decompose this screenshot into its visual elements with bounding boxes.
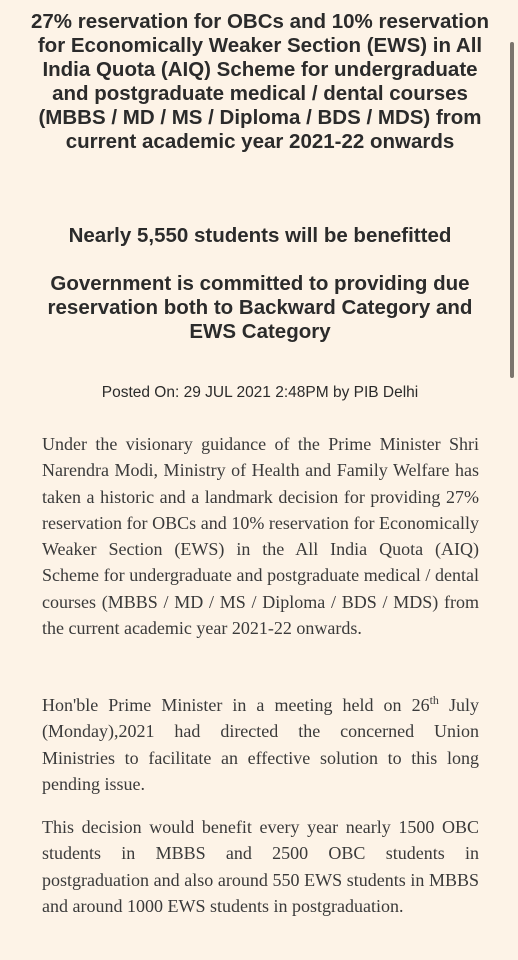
paragraph-meeting: [42, 692, 479, 797]
ordinal-suffix: th: [429, 693, 439, 707]
paragraph-benefit: This decision would benefit every year nearly 1500 OBC students in MBBS and 2500 OBC students in postgraduation and also around 550 EWS students in MBBS and around 1000 EWS students in postgraduation.: [42, 817, 479, 916]
posted-on-line: Posted On: 29 JUL 2021 2:48PM by PIB Delhi: [101, 384, 419, 401]
paragraph-decision: Under the visionary guidance of the Prime Minister Shri Narendra Modi, Ministry of Health and Family Welfare has taken a historic and a landmark decision for providing 27% reservation for OBCs and 10% reservation for Economically Weaker Section (EWS) in the All India Quota (AIQ) Scheme for undergraduate and postgraduate medical / dental courses (MBBS / MD / MS / Diploma / BDS / MDS) from the current academic year 2021-22 onwards.: [42, 434, 479, 639]
release-title: 27% reservation for OBCs and 10% reservation for Economically Weaker Section (EWS) in All India Quota (AIQ) Scheme for undergraduate and postgraduate medical / dental courses (MBBS / MD / MS / Diploma / BDS / MDS) from current academic year 2021-22 onwards: [30, 10, 490, 153]
paragraph-meeting-text-start: Hon'ble Prime Minister in a meeting held on 26: [42, 695, 430, 715]
paragraph-meeting-text-end: July (Monday),2021 had directed the concerned Union Ministries to facilitate an effective solution to this long pending issue.: [42, 695, 479, 794]
release-subheading-commitment: Government is committed to providing due reservation both to Backward Category and EWS Category: [47, 272, 473, 343]
scrollbar-thumb[interactable]: [510, 42, 514, 378]
release-subheading-students: Nearly 5,550 students will be benefitted: [68, 224, 452, 247]
